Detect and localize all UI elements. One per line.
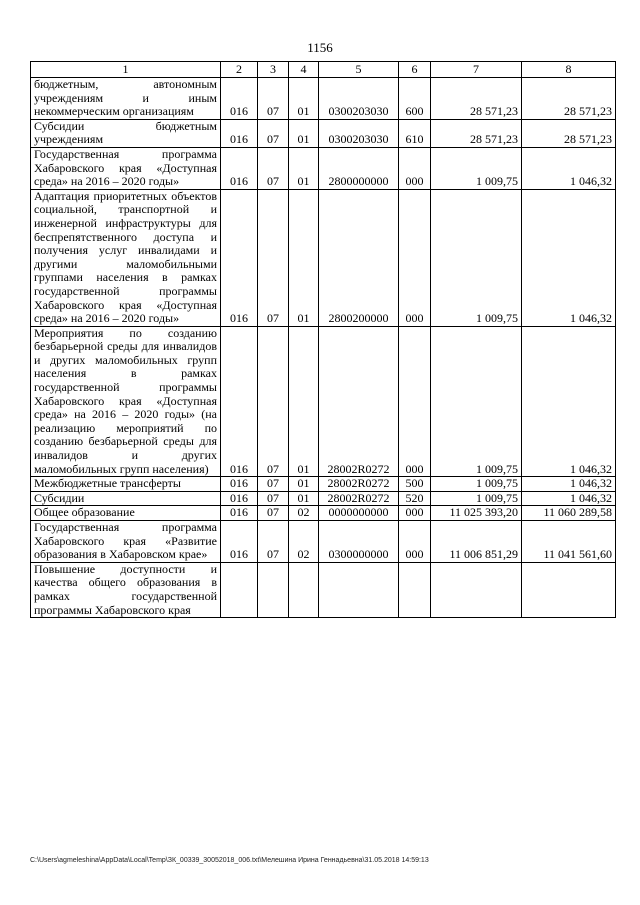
expense-type-cell	[399, 562, 431, 617]
header-row	[31, 62, 616, 78]
chapter-code-cell: 07	[258, 119, 289, 147]
chapter-code-cell: 07	[258, 189, 289, 326]
expense-type-cell: 600	[399, 78, 431, 120]
column-header: 8	[522, 62, 616, 78]
column-header: 1	[31, 62, 221, 78]
expense-type-cell: 610	[399, 119, 431, 147]
target-article-cell: 0000000000	[319, 506, 399, 521]
amount-2019-cell: 1 009,75	[431, 189, 522, 326]
amount-2019-cell: 1 009,75	[431, 491, 522, 506]
table-row	[31, 147, 616, 189]
subsection-code-cell: 01	[289, 477, 319, 492]
subsection-code-cell: 01	[289, 326, 319, 477]
section-code-cell: 016	[221, 119, 258, 147]
expense-type-cell: 000	[399, 147, 431, 189]
row-name-cell: Государственная программа Хабаровского края «Доступная среда» на 2016 – 2020 годы»	[31, 147, 221, 189]
subsection-code-cell	[289, 562, 319, 617]
file-path-footer: C:\Users\agmeleshina\AppData\Local\Temp\ЗК_00339_30052018_006.txt\Мелешина Ирина Геннадьевна\31.05.2018 14:59:13	[30, 857, 429, 864]
table-row	[31, 521, 616, 563]
row-name-cell: Повышение доступности и качества общего образования в рамках государственной программы Хабаровского края	[31, 562, 221, 617]
section-code-cell: 016	[221, 521, 258, 563]
column-header: 7	[431, 62, 522, 78]
amount-2020-cell: 1 046,32	[522, 326, 616, 477]
subsection-code-cell: 01	[289, 119, 319, 147]
row-name-cell: Субсидии бюджетным учреждениям	[31, 119, 221, 147]
amount-2019-cell: 1 009,75	[431, 326, 522, 477]
section-code-cell: 016	[221, 491, 258, 506]
chapter-code-cell: 07	[258, 477, 289, 492]
expense-type-cell: 000	[399, 506, 431, 521]
amount-2020-cell: 1 046,32	[522, 189, 616, 326]
amount-2019-cell: 11 006 851,29	[431, 521, 522, 563]
expense-type-cell: 000	[399, 326, 431, 477]
target-article-cell: 28002R0272	[319, 326, 399, 477]
amount-2020-cell: 28 571,23	[522, 78, 616, 120]
chapter-code-cell	[258, 562, 289, 617]
table-row	[31, 491, 616, 506]
column-header: 2	[221, 62, 258, 78]
table-row	[31, 326, 616, 477]
target-article-cell: 0300203030	[319, 119, 399, 147]
row-name-cell: Общее образование	[31, 506, 221, 521]
section-code-cell: 016	[221, 78, 258, 120]
expense-type-cell: 500	[399, 477, 431, 492]
column-header: 3	[258, 62, 289, 78]
section-code-cell: 016	[221, 189, 258, 326]
subsection-code-cell: 02	[289, 506, 319, 521]
amount-2020-cell	[522, 562, 616, 617]
table-row	[31, 562, 616, 617]
subsection-code-cell: 01	[289, 189, 319, 326]
section-code-cell: 016	[221, 477, 258, 492]
table-row	[31, 477, 616, 492]
row-name-cell: Межбюджетные трансферты	[31, 477, 221, 492]
amount-2020-cell: 11 060 289,58	[522, 506, 616, 521]
amount-2019-cell	[431, 562, 522, 617]
column-header: 6	[399, 62, 431, 78]
target-article-cell: 0300203030	[319, 78, 399, 120]
target-article-cell	[319, 562, 399, 617]
chapter-code-cell: 07	[258, 521, 289, 563]
subsection-code-cell: 02	[289, 521, 319, 563]
row-name-cell: Государственная программа Хабаровского края «Развитие образования в Хабаровском крае»	[31, 521, 221, 563]
subsection-code-cell: 01	[289, 147, 319, 189]
target-article-cell: 2800000000	[319, 147, 399, 189]
target-article-cell: 2800200000	[319, 189, 399, 326]
subsection-code-cell: 01	[289, 491, 319, 506]
amount-2020-cell: 1 046,32	[522, 477, 616, 492]
expense-type-cell: 520	[399, 491, 431, 506]
chapter-code-cell: 07	[258, 506, 289, 521]
row-name-cell: Адаптация приоритетных объектов социальной, транспортной и инженерной инфраструктуры для беспрепятственного доступа и получения услуг инвалидами и другими маломобильными группами населения в рамках государственной программы Хабаровского края «Доступная среда» на 2016 – 2020 годы»	[31, 189, 221, 326]
target-article-cell: 28002R0272	[319, 477, 399, 492]
section-code-cell: 016	[221, 506, 258, 521]
amount-2019-cell: 1 009,75	[431, 477, 522, 492]
amount-2019-cell: 28 571,23	[431, 119, 522, 147]
section-code-cell: 016	[221, 147, 258, 189]
page-number: 1156	[307, 40, 333, 55]
budget-table	[30, 61, 616, 618]
amount-2020-cell: 28 571,23	[522, 119, 616, 147]
row-name-cell: бюджетным, автономным учреждениям и иным некоммерческим организациям	[31, 78, 221, 120]
chapter-code-cell: 07	[258, 491, 289, 506]
chapter-code-cell: 07	[258, 326, 289, 477]
chapter-code-cell: 07	[258, 78, 289, 120]
target-article-cell: 0300000000	[319, 521, 399, 563]
amount-2019-cell: 28 571,23	[431, 78, 522, 120]
amount-2020-cell: 1 046,32	[522, 147, 616, 189]
target-article-cell: 28002R0272	[319, 491, 399, 506]
amount-2019-cell: 1 009,75	[431, 147, 522, 189]
expense-type-cell: 000	[399, 521, 431, 563]
row-name-cell: Мероприятия по созданию безбарьерной среды для инвалидов и других маломобильных групп населения в рамках государственной программы Хабаровского края «Доступная среда» на 2016 – 2020 годы» (на реализацию мероприятий по созданию безбарьерной среды для инвалидов и других маломобильных групп населения)	[31, 326, 221, 477]
amount-2020-cell: 11 041 561,60	[522, 521, 616, 563]
column-header: 4	[289, 62, 319, 78]
chapter-code-cell: 07	[258, 147, 289, 189]
table-row	[31, 78, 616, 120]
table-row	[31, 119, 616, 147]
section-code-cell	[221, 562, 258, 617]
amount-2020-cell: 1 046,32	[522, 491, 616, 506]
amount-2019-cell: 11 025 393,20	[431, 506, 522, 521]
expense-type-cell: 000	[399, 189, 431, 326]
subsection-code-cell: 01	[289, 78, 319, 120]
row-name-cell: Субсидии	[31, 491, 221, 506]
table-row	[31, 506, 616, 521]
section-code-cell: 016	[221, 326, 258, 477]
column-header: 5	[319, 62, 399, 78]
table-row	[31, 189, 616, 326]
